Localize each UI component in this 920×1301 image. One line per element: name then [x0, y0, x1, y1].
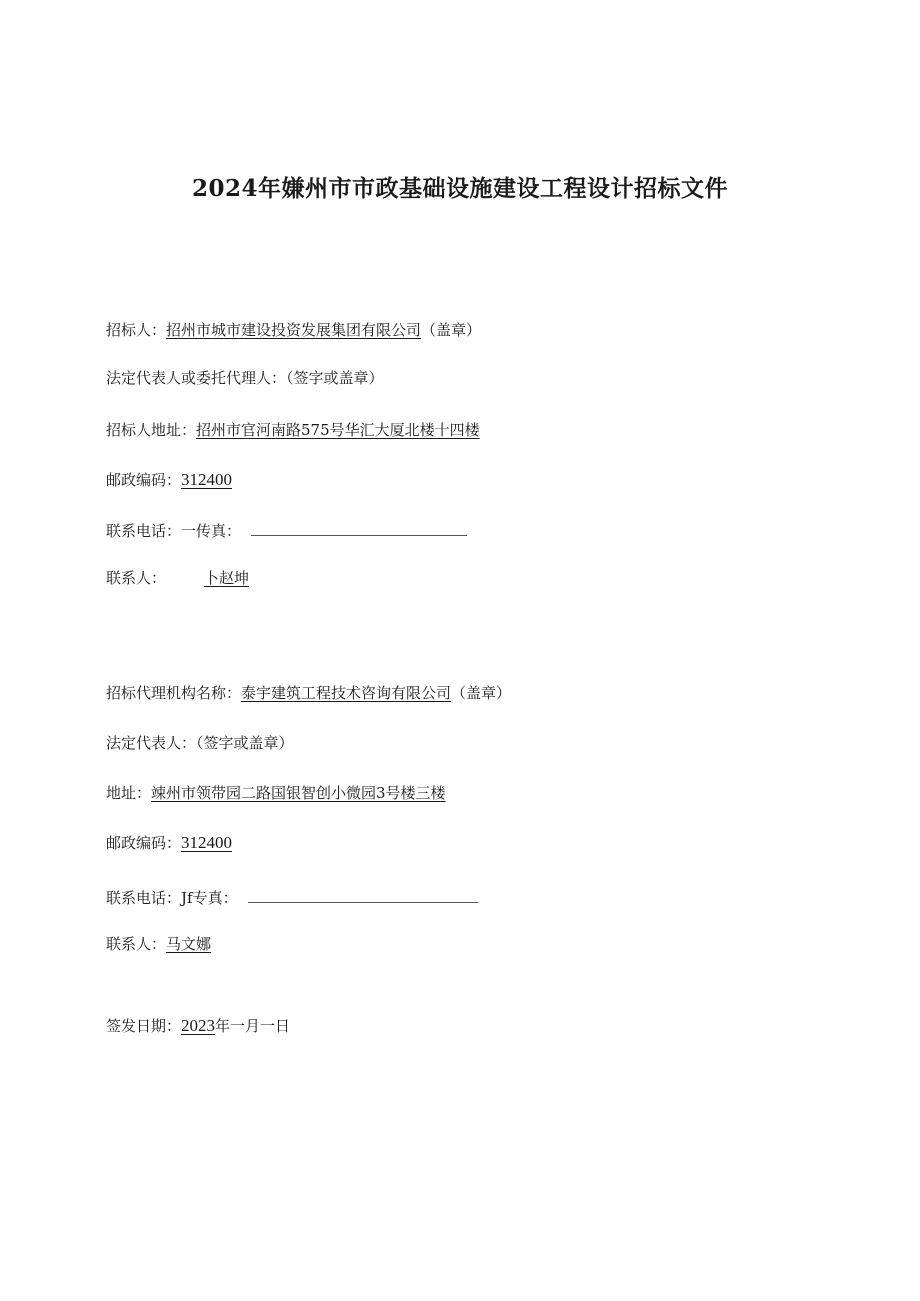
- tenderer-seal-note: （盖章）: [421, 321, 482, 339]
- issue-date-label: 签发日期：: [106, 1017, 182, 1035]
- tenderer-address-label: 招标人地址：: [106, 421, 197, 439]
- issue-date-rest: 年一月一日: [215, 1017, 291, 1035]
- agency-seal-note: （盖章）: [451, 684, 512, 702]
- agency-address-line: [106, 783, 446, 803]
- tenderer-phone-line: [106, 520, 467, 541]
- tenderer-contact-line: [106, 568, 249, 588]
- agency-phone-line: [106, 887, 478, 908]
- agency-postcode-line: [106, 833, 232, 853]
- agency-address-label: 地址：: [106, 784, 152, 802]
- tenderer-postcode: 312400: [181, 470, 233, 489]
- tenderer-address: 招州市官河南路575号华汇大厦北楼十四楼: [196, 421, 480, 439]
- tenderer-fax-blank: [251, 520, 467, 536]
- tenderer-contact-label: 联系人：: [106, 569, 167, 587]
- tenderer-label: 招标人：: [106, 321, 167, 339]
- tenderer-contact: 卜赵坤: [204, 569, 250, 587]
- tenderer-legal-rep-line: 法定代表人或委托代理人：（签字或盖章）: [106, 369, 384, 387]
- agency-fax-blank: [248, 887, 478, 903]
- tenderer-phone-label: 联系电话：一传真：: [106, 522, 242, 540]
- agency-address: 竦州市领带园二路国银智创小微园3号楼三楼: [151, 784, 446, 802]
- agency-phone-label: 联系电话：Jf专真：: [106, 889, 238, 907]
- tenderer-postcode-label: 邮政编码：: [106, 471, 182, 489]
- agency-name: 泰宇建筑工程技术咨询有限公司: [241, 684, 452, 702]
- agency-legal-rep-line: 法定代表人：（签字或盖章）: [106, 734, 294, 752]
- agency-line: [106, 683, 511, 703]
- agency-label: 招标代理机构名称：: [106, 684, 242, 702]
- tenderer-line: [106, 320, 481, 340]
- issue-date-year: 2023: [181, 1016, 216, 1035]
- issue-date-line: [106, 1016, 290, 1036]
- tenderer-name: 招州市城市建设投资发展集团有限公司: [166, 321, 422, 339]
- agency-contact: 马文娜: [166, 935, 212, 953]
- document-title: 2024年嫌州市市政基础设施建设工程设计招标文件: [191, 175, 728, 202]
- agency-contact-line: [106, 934, 211, 954]
- agency-postcode-label: 邮政编码：: [106, 834, 182, 852]
- agency-contact-label: 联系人：: [106, 935, 167, 953]
- tenderer-address-line: [106, 420, 480, 440]
- tenderer-postcode-line: [106, 470, 232, 490]
- agency-postcode: 312400: [181, 833, 233, 852]
